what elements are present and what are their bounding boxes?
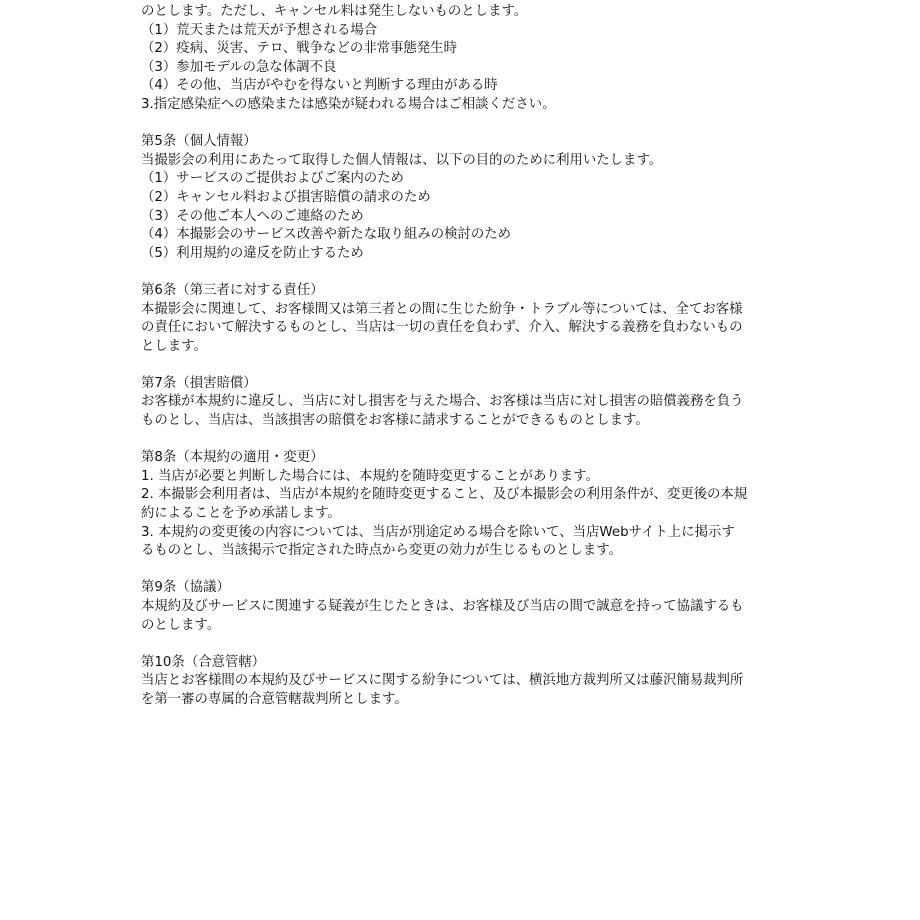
text-line: 本撮影会に関連して、お客様間又は第三者との間に生じた紛争・トラブル等については、全てお客様 — [141, 301, 743, 317]
section-6-third-party-liability — [141, 282, 781, 356]
text-line: るものとし、当該掲示で指定された時点から変更の効力が生じるものとします。 — [141, 543, 622, 559]
list-item: （1）荒天または荒天が予想される場合 — [141, 22, 378, 38]
section-title: 第7条（損害賠償） — [141, 375, 257, 391]
spacer — [141, 356, 781, 375]
list-item: （3）参加モデルの急な体調不良 — [141, 59, 337, 75]
text-line: 当店とお客様間の本規約及びサービスに関する紛争については、横浜地方裁判所又は藤沢簡易裁判所 — [141, 673, 744, 689]
section-9-consultation — [141, 579, 781, 635]
text-line: 3. 本規約の変更後の内容については、当店が別途定める場合を除いて、当店Webサイト上に掲示す — [141, 524, 735, 540]
text-line: のとします。 — [141, 617, 221, 633]
text-line: とします。 — [141, 338, 207, 354]
text-line: 3.指定感染症への感染または感染が疑われる場合はご相談ください。 — [141, 96, 556, 112]
list-item: （4）その他、当店がやむを得ないと判断する理由がある時 — [141, 78, 498, 94]
list-item: （2）疫病、災害、テロ、戦争などの非常事態発生時 — [141, 41, 457, 57]
spacer — [141, 263, 781, 282]
text-line: 約によることを予め承諾します。 — [141, 506, 341, 522]
spacer — [141, 115, 781, 134]
list-item: （1）サービスのご提供およびご案内のため — [141, 171, 404, 187]
spacer — [141, 561, 781, 580]
list-item: （2）キャンセル料および損害賠償の請求のため — [141, 189, 431, 205]
text-line: 2. 本撮影会利用者は、当店が本規約を随時変更すること、及び本撮影会の利用条件が、変更後の本規 — [141, 487, 748, 503]
text-line: 本規約及びサービスに関連する疑義が生じたときは、お客様及び当店の間で誠意を持って協議するも — [141, 599, 744, 614]
text-line: 当撮影会の利用にあたって取得した個人情報は、以下の目的のために利用いたします。 — [141, 152, 663, 168]
section-title: 第6条（第三者に対する責任） — [141, 282, 324, 298]
list-item: （4）本撮影会のサービス改善や新たな取り組みの検討のため — [141, 227, 512, 243]
section-5-personal-information — [141, 133, 781, 263]
list-item: （3）その他ご本人へのご連絡のため — [141, 208, 364, 224]
text-line: 1. 当店が必要と判断した場合には、本規約を随時変更することがあります。 — [141, 468, 599, 484]
section-10-jurisdiction — [141, 654, 781, 710]
terms-document — [141, 3, 781, 710]
section-title: 第5条（個人情報） — [141, 134, 257, 150]
section-title: 第9条（協議） — [141, 580, 230, 596]
section-4-continuation — [141, 3, 781, 115]
text-line: を第一審の専属的合意管轄裁判所とします。 — [141, 691, 408, 707]
text-line: のとします。ただし、キャンセル料は発生しないものとします。 — [141, 4, 528, 19]
spacer — [141, 635, 781, 654]
section-title: 第8条（本規約の適用・変更） — [141, 450, 324, 466]
text-line: お客様が本規約に違反し、当店に対し損害を与えた場合、お客様は当店に対し損害の賠償義務を負う — [141, 394, 744, 410]
spacer — [141, 431, 781, 450]
section-7-damages — [141, 375, 781, 431]
section-title: 第10条（合意管轄） — [141, 654, 266, 670]
text-line: の責任において解決するものとし、当店は一切の責任を負わず、介入、解決する義務を負わないもの — [141, 320, 743, 336]
text-line: ものとし、当店は、当該損害の賠償をお客様に請求することができるものとします。 — [141, 413, 649, 429]
list-item: （5）利用規約の違反を防止するため — [141, 245, 364, 261]
section-8-terms-changes — [141, 449, 781, 561]
